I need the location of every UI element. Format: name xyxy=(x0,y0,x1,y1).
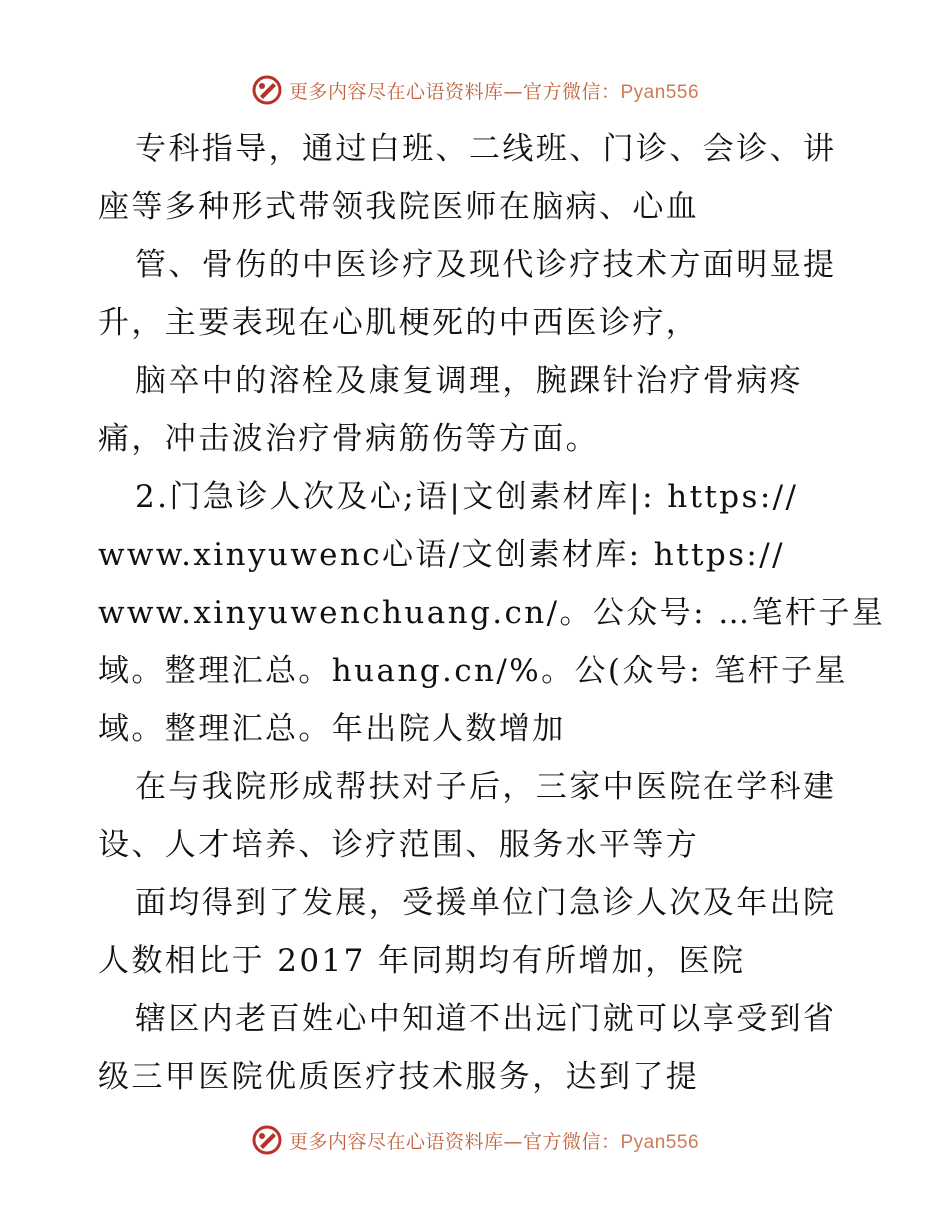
footer-banner-label: 更多内容尽在心语资料库—官方微信： xyxy=(288,1130,621,1153)
footer-banner xyxy=(0,1120,950,1160)
footer-wechat-id: Pyan556 xyxy=(620,1131,700,1153)
body-line-2: 座等多种形式带领我院医师在脑病、心血 xyxy=(98,189,700,225)
body-line-13: 设、人才培养、诊疗范围、服务水平等方 xyxy=(98,827,700,863)
body-line-10: 域。整理汇总。huang.cn/%。公(众号: 笔杆子星 xyxy=(98,653,848,689)
header-banner-text xyxy=(289,77,699,104)
body-line-11: 域。整理汇总。年出院人数增加 xyxy=(98,711,566,747)
body-line-15: 人数相比于 2017 年同期均有所增加，医院 xyxy=(98,943,746,979)
body-line-12: 在与我院形成帮扶对子后，三家中医院在学科建 xyxy=(135,769,837,805)
body-line-7: 2.门急诊人次及心;语|文创素材库|: https:// xyxy=(135,479,799,515)
body-line-8: www.xinyuwenc心语/文创素材库: https:// xyxy=(98,537,785,573)
header-banner-label: 更多内容尽在心语资料库—官方微信： xyxy=(288,80,621,103)
body-line-6: 痛，冲击波治疗骨病筋伤等方面。 xyxy=(98,421,599,457)
footer-banner-text xyxy=(289,1127,699,1154)
body-line-9: www.xinyuwenchuang.cn/。公众号: …笔杆子星 xyxy=(98,595,886,631)
body-line-1: 专科指导，通过白班、二线班、门诊、会诊、讲 xyxy=(135,131,837,167)
body-line-5: 脑卒中的溶栓及康复调理，腕踝针治疗骨病疼 xyxy=(135,363,803,399)
body-line-17: 级三甲医院优质医疗技术服务，达到了提 xyxy=(98,1059,700,1095)
brand-logo-icon xyxy=(251,74,283,106)
body-line-16: 辖区内老百姓心中知道不出远门就可以享受到省 xyxy=(135,1001,837,1037)
body-line-3: 管、骨伤的中医诊疗及现代诊疗技术方面明显提 xyxy=(135,247,837,283)
body-line-14: 面均得到了发展，受援单位门急诊人次及年出院 xyxy=(135,885,837,921)
header-banner xyxy=(0,70,950,110)
body-line-4: 升，主要表现在心肌梗死的中西医诊疗， xyxy=(98,305,700,341)
header-wechat-id: Pyan556 xyxy=(620,81,700,103)
brand-logo-icon xyxy=(251,1124,283,1156)
